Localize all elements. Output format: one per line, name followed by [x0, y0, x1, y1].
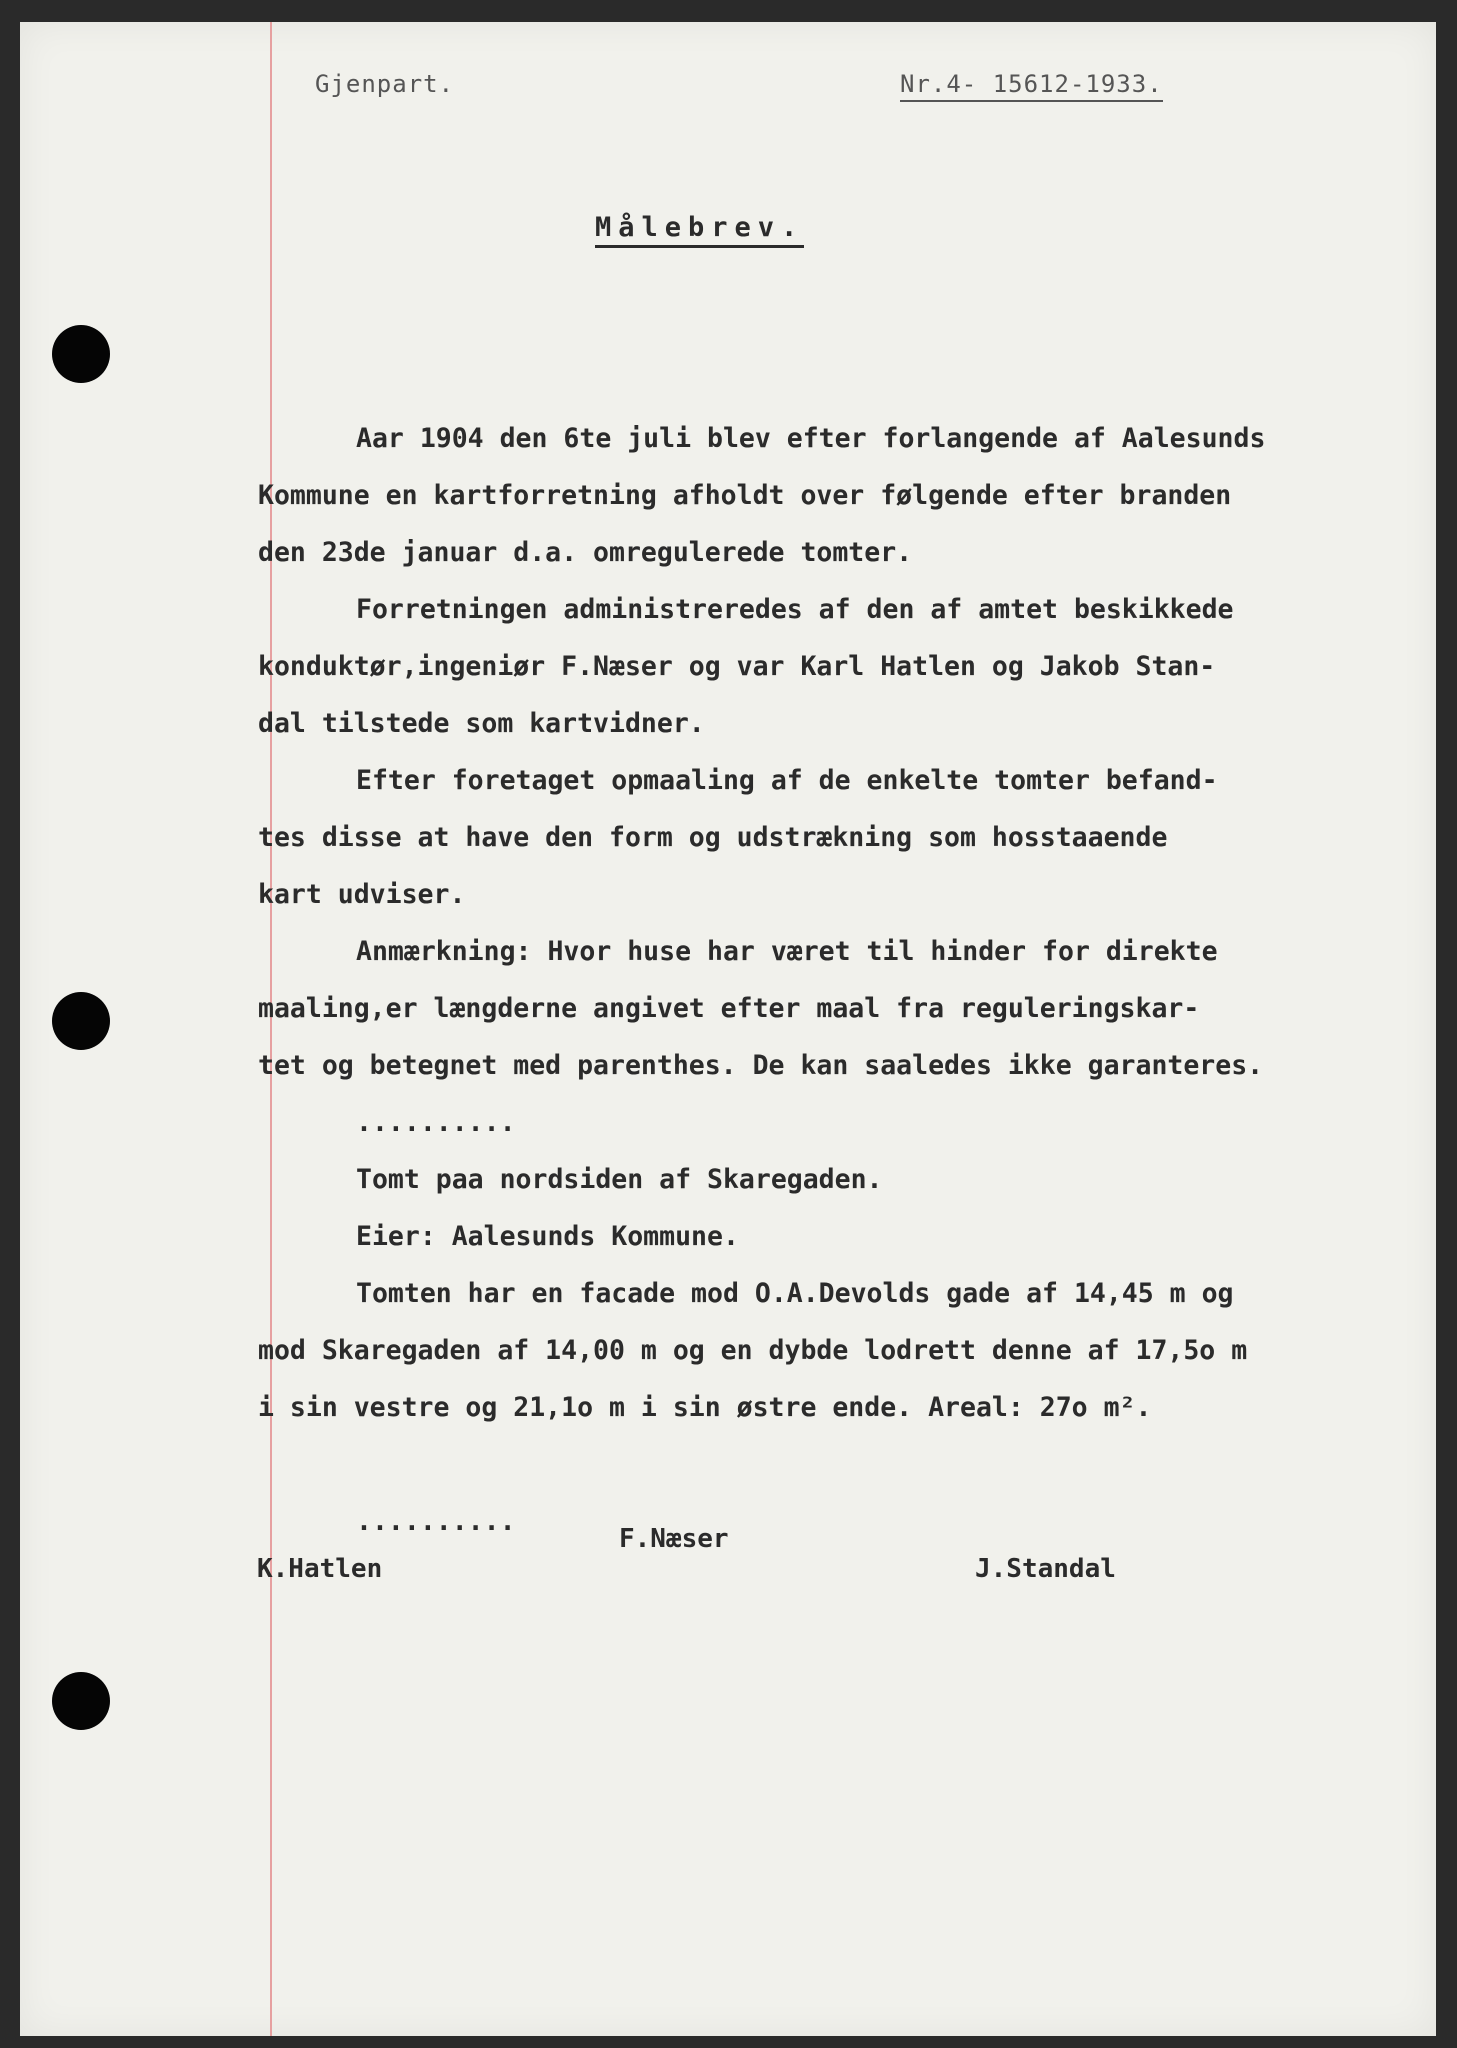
- punch-hole: [52, 992, 110, 1050]
- text-line: tes disse at have den form og udstrækning som hosstaaende: [258, 822, 1168, 853]
- text-line: konduktør,ingeniør F.Næser og var Karl Hatlen og Jakob Stan-: [258, 651, 1216, 682]
- signature-center: F.Næser: [619, 1524, 729, 1554]
- text-line: Eier: Aalesunds Kommune.: [356, 1221, 739, 1252]
- text-line: Tomten har en facade mod O.A.Devolds gade af 14,45 m og: [356, 1278, 1234, 1309]
- body-text: [258, 410, 1378, 1550]
- document-title: Målebrev.: [595, 212, 804, 248]
- copy-label: Gjenpart.: [315, 70, 455, 98]
- text-line: Efter foretaget opmaaling af de enkelte tomter befand-: [356, 765, 1218, 796]
- document-number: Nr.4- 15612-1933.: [900, 70, 1163, 102]
- signature-left: K.Hatlen: [257, 1554, 383, 1584]
- text-line: den 23de januar d.a. omregulerede tomter.: [258, 537, 913, 568]
- text-line: Anmærkning: Hvor huse har været til hinder for direkte: [356, 936, 1218, 967]
- text-line: kart udviser.: [258, 879, 466, 910]
- text-line: i sin vestre og 21,1o m i sin østre ende. Areal: 27o m².: [258, 1392, 1152, 1423]
- text-line: Tomt paa nordsiden af Skaregaden.: [356, 1164, 883, 1195]
- text-line: Forretningen administreredes af den af amtet beskikkede: [356, 594, 1234, 625]
- text-line: ..........: [356, 1506, 516, 1537]
- text-line: Kommune en kartforretning afholdt over følgende efter branden: [258, 480, 1232, 511]
- text-line: mod Skaregaden af 14,00 m og en dybde lodrett denne af 17,5o m: [258, 1335, 1248, 1366]
- text-line: Aar 1904 den 6te juli blev efter forlangende af Aalesunds: [356, 423, 1266, 454]
- text-line: tet og betegnet med parenthes. De kan saaledes ikke garanteres.: [258, 1050, 1264, 1081]
- text-line: ..........: [356, 1107, 516, 1138]
- text-line: [258, 1436, 1378, 1493]
- text-line: dal tilstede som kartvidner.: [258, 708, 705, 739]
- signature-right: J.Standal: [975, 1554, 1116, 1584]
- punch-hole: [52, 325, 110, 383]
- punch-hole: [52, 1672, 110, 1730]
- document-page: [20, 22, 1436, 2036]
- text-line: maaling,er længderne angivet efter maal fra reguleringskar-: [258, 993, 1200, 1024]
